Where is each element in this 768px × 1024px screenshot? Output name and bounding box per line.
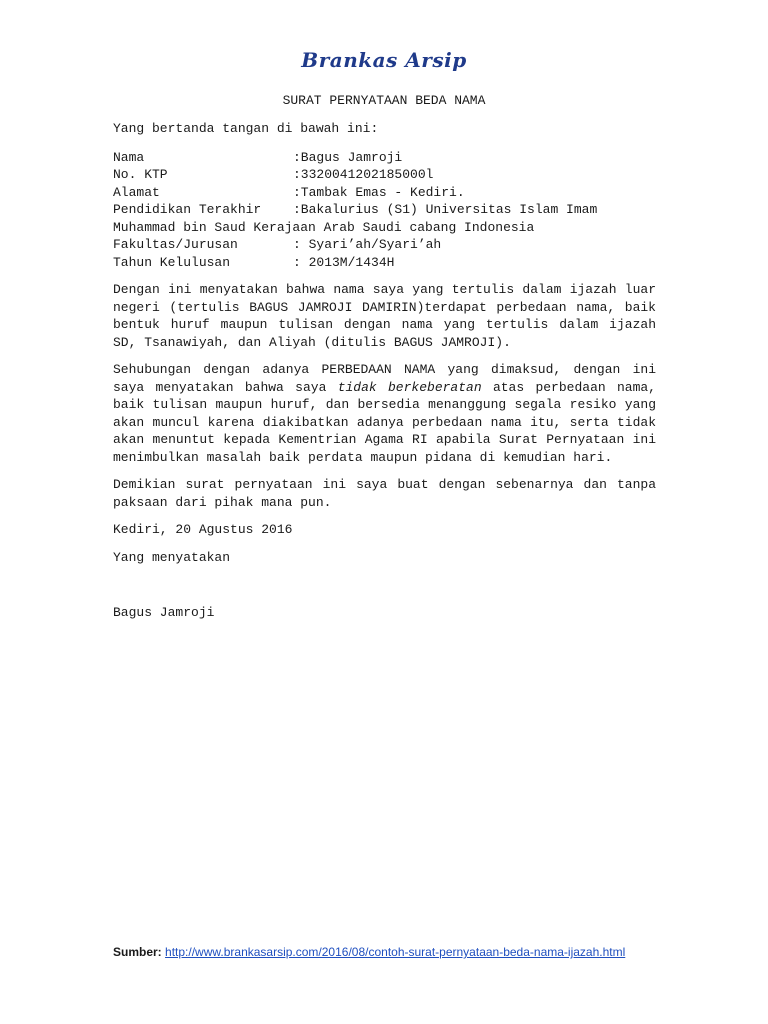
field-label: Alamat xyxy=(113,184,160,200)
field-value: :Bagus Jamroji xyxy=(293,149,403,165)
field-row xyxy=(113,254,656,272)
field-label: Nama xyxy=(113,149,145,165)
field-label: Tahun Kelulusan xyxy=(113,254,231,270)
field-row xyxy=(113,236,656,254)
letter-body xyxy=(113,120,656,632)
field-value: :3320041202185000l xyxy=(293,167,434,182)
field-row xyxy=(113,166,656,184)
paragraph-statement: Dengan ini menyatakan bahwa nama saya yang tertulis dalam ijazah luar negeri (tertulis BAGUS JAMROJI DAMIRIN)terdapat perbedaan nama, baik bentuk huruf maupun tulisan dengan nama yang tertulis dalam ijazah SD, Tsanawiyah, dan Aliyah (ditulis BAGUS JAMROJI). xyxy=(113,282,656,350)
field-value: :Bakalurius (S1) Universitas Islam Imam xyxy=(293,202,598,217)
intro-line: Yang bertanda tangan di bawah ini: xyxy=(113,121,379,136)
paragraph-consent-post: atas perbedaan nama, baik tulisan maupun huruf, dan bersedia menanggung segala resiko yang akan muncul karena diakibatkan adanya perbedaan nama itu, serta tidak akan menuntut kepada Kementrian Agama RI apabila Surat Pernyataan ini menimbulkan masalah baik perdata maupun pidana di kemudian hari. xyxy=(113,379,656,465)
paragraph-consent xyxy=(113,361,656,466)
source-label: Sumber: xyxy=(113,945,162,959)
paragraph-consent-pre: Sehubungan dengan adanya PERBEDAAN NAMA yang dimaksud, dengan ini saya menyatakan bahwa saya xyxy=(113,362,656,395)
field-value: : Syari’ah/Syari’ah xyxy=(293,237,442,252)
field-label: No. KTP xyxy=(113,167,168,182)
signer-name: Bagus Jamroji xyxy=(113,605,215,620)
signer-label: Yang menyatakan xyxy=(113,549,231,565)
brand-title: Brankas Arsip xyxy=(301,48,467,72)
source-link[interactable]: http://www.brankasarsip.com/2016/08/contoh-surat-pernyataan-beda-nama-ijazah.html xyxy=(165,945,626,959)
field-value: : 2013M/1434H xyxy=(293,254,395,270)
field-row xyxy=(113,184,656,202)
source-note xyxy=(113,944,633,961)
paragraph-consent-emphasis: tidak berkeberatan xyxy=(337,379,482,395)
field-label: Pendidikan Terakhir xyxy=(113,202,262,217)
identity-fields xyxy=(113,149,656,272)
field-label: Fakultas/Jurusan xyxy=(113,237,238,252)
field-row-continuation xyxy=(113,219,656,237)
field-row xyxy=(113,149,656,167)
field-value: :Tambak Emas - Kediri. xyxy=(293,184,465,200)
field-value: Muhammad bin Saud Kerajaan Arab Saudi cabang Indonesia xyxy=(113,219,535,235)
letter-date: Kediri, 20 Agustus 2016 xyxy=(113,522,293,537)
field-row xyxy=(113,201,656,219)
letter-title: SURAT PERNYATAAN BEDA NAMA xyxy=(282,93,486,108)
paragraph-closing: Demikian surat pernyataan ini saya buat dengan sebenarnya dan tanpa paksaan dari pihak mana pun. xyxy=(113,477,656,510)
